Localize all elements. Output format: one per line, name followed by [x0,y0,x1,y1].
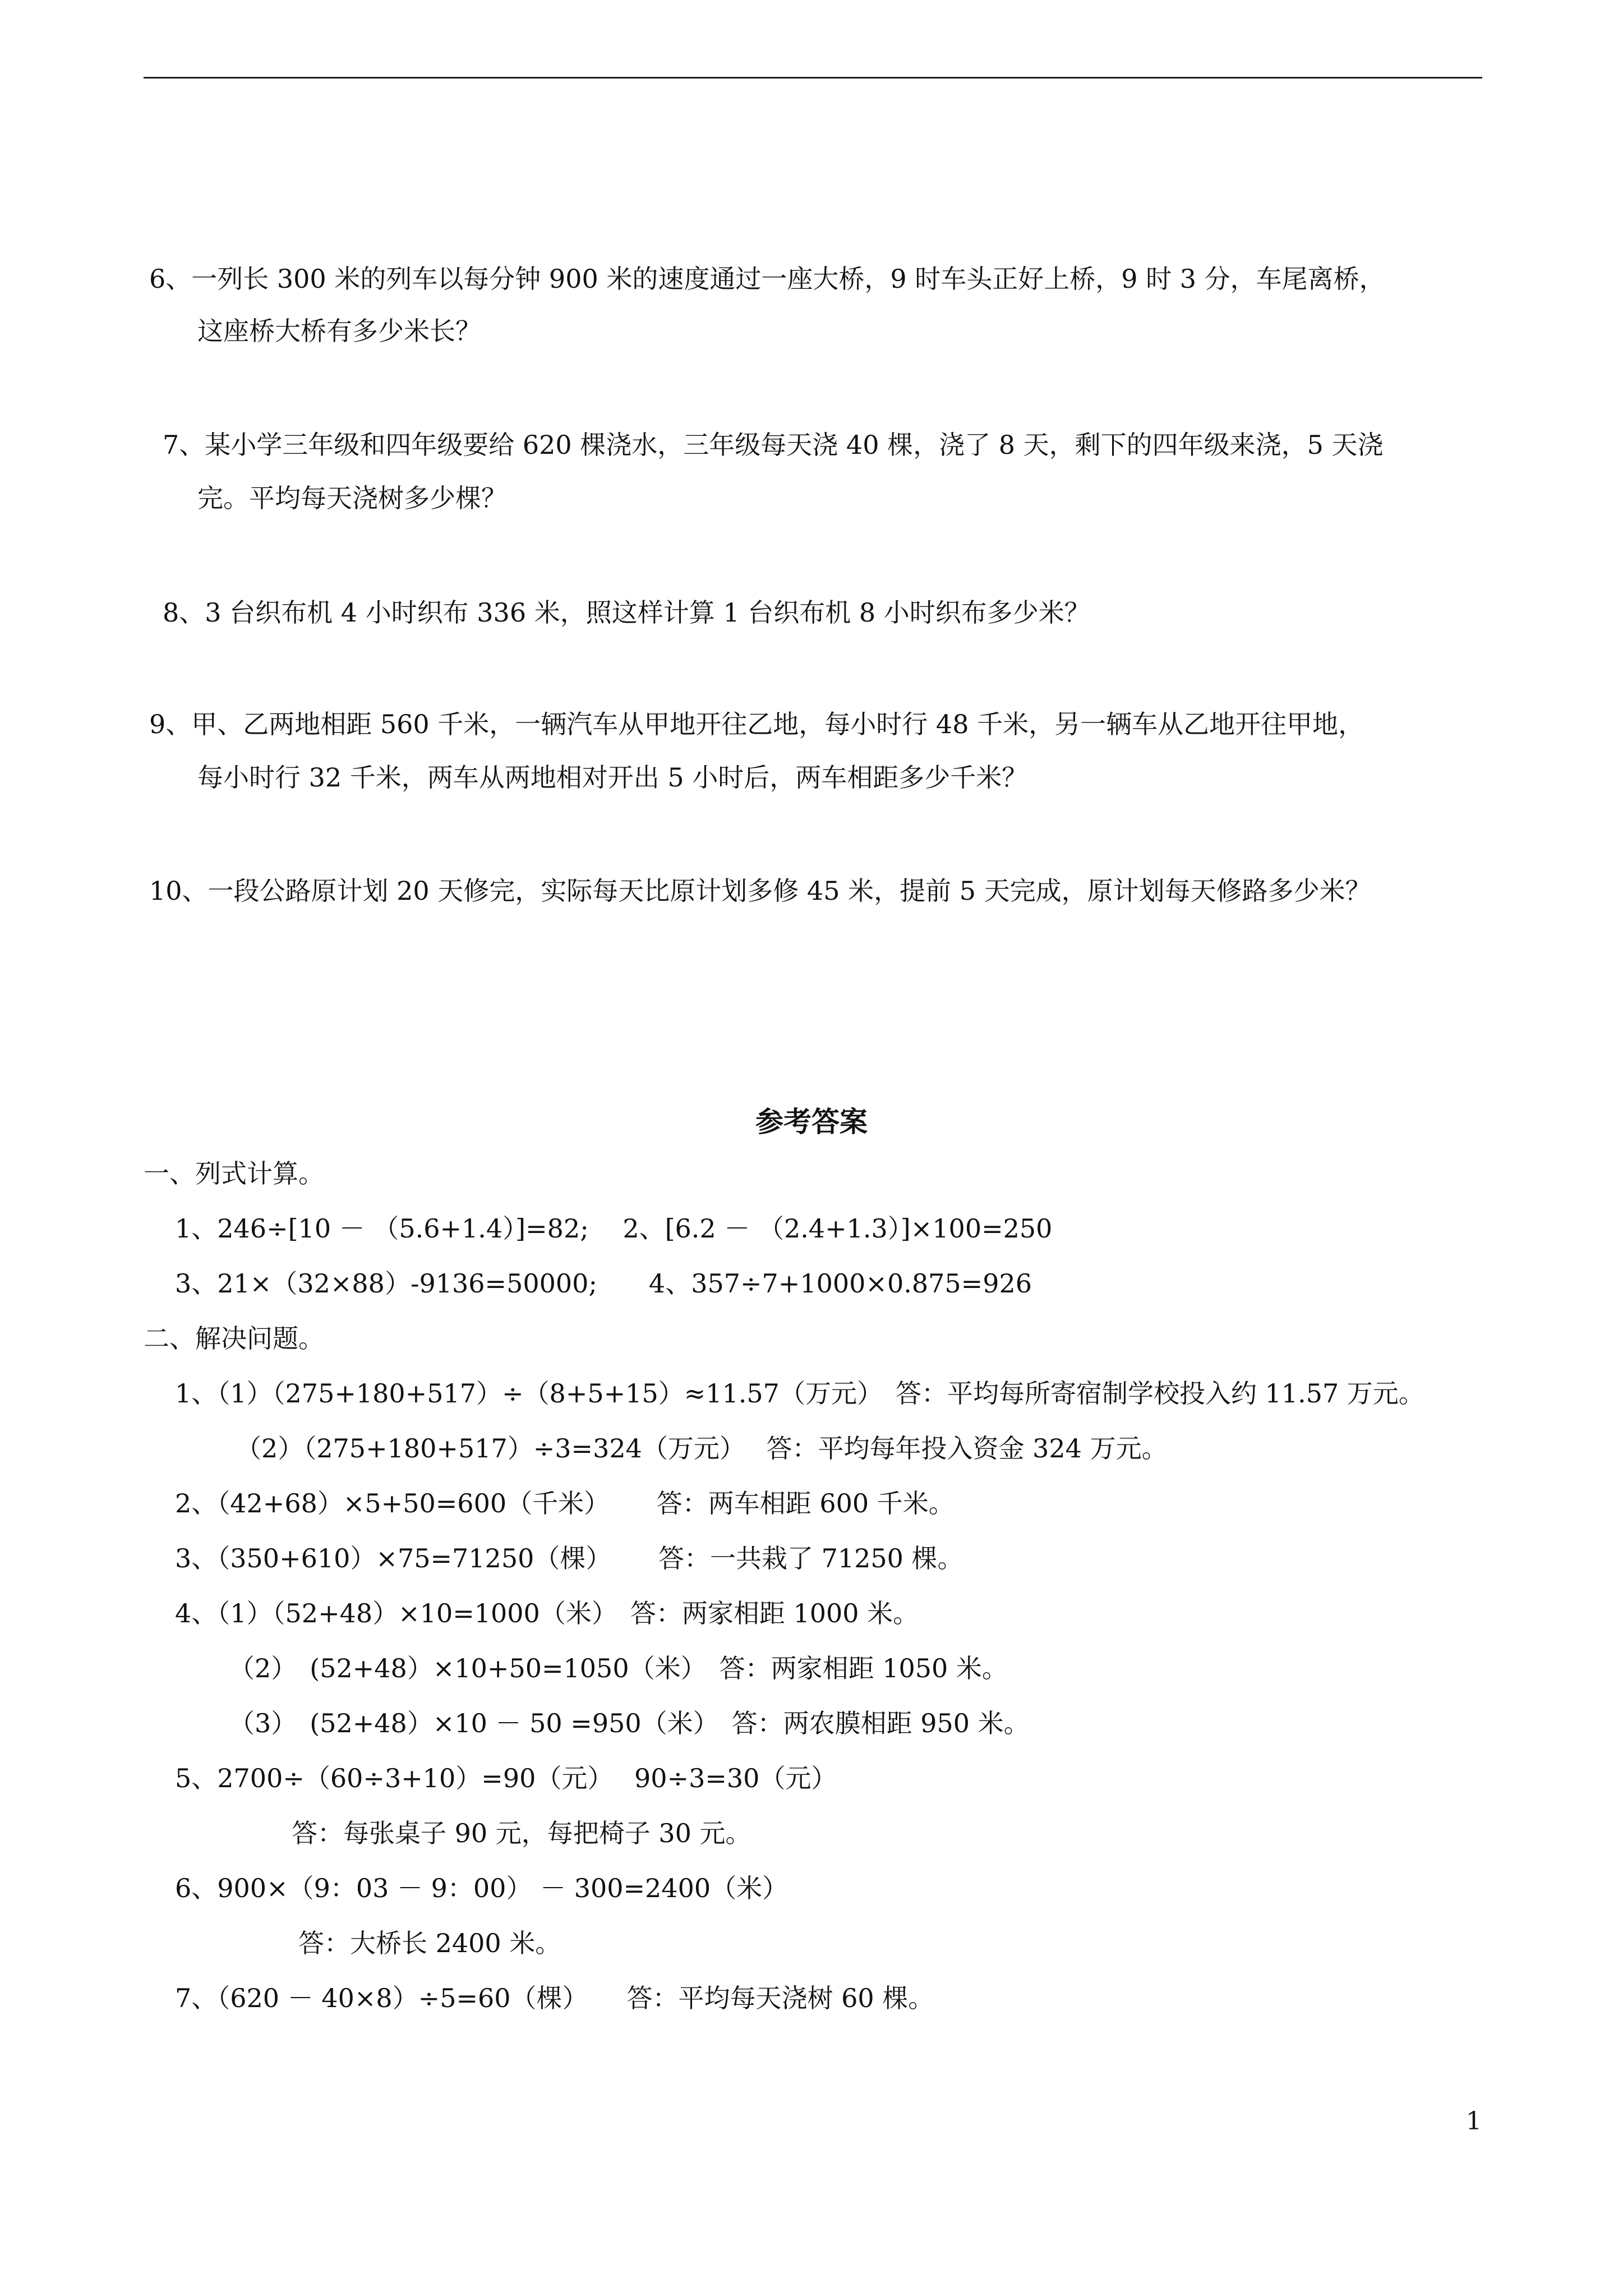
answer-3: 3、（350+610）×75=71250（棵） 答：一共栽了 71250 棵。 [175,1543,963,1573]
answer-6-line-1: 6、900×（9：03 － 9：00） － 300=2400（米） [175,1873,789,1903]
problem-7-line-1: 7、某小学三年级和四年级要给 620 棵浇水，三年级每天浇 40 棵，浇了 8 天，剩下的四年级来浇，5 天浇 [163,430,1384,460]
answer-6-line-2: 答：大桥长 2400 米。 [298,1928,561,1958]
section-1-answer-line-1: 1、246÷[10 － （5.6+1.4）]=82; 2、[6.2 － （2.4+1.3）]×100=250 [175,1213,1053,1244]
answer-4-part-3: （3） (52+48）×10 － 50 =950（米） 答：两农膜相距 950 米。 [229,1708,1030,1738]
section-1-answer-line-2: 3、21×（32×88）-9136=50000; 4、357÷7+1000×0.875=926 [175,1268,1032,1299]
answer-4-part-1: 4、（1）（52+48）×10=1000（米） 答：两家相距 1000 米。 [175,1598,919,1628]
answer-7: 7、（620 － 40×8）÷5=60（棵） 答：平均每天浇树 60 棵。 [175,1983,934,2013]
problem-7-line-2: 完。平均每天浇树多少棵？ [197,483,507,513]
problem-6-line-2: 这座桥大桥有多少米长？ [197,316,481,346]
answer-4-part-2: （2） (52+48）×10+50=1050（米） 答：两家相距 1050 米。 [229,1653,1008,1683]
section-1-heading: 一、列式计算。 [144,1158,324,1189]
problem-6-line-1: 6、一列长 300 米的列车以每分钟 900 米的速度通过一座大桥，9 时车头正好上桥，9 时 3 分，车尾离桥， [149,264,1385,294]
answer-5-line-2: 答：每张桌子 90 元，每把椅子 30 元。 [292,1818,751,1848]
page-number: 1 [1466,2107,1482,2136]
answers-title: 参考答案 [755,1105,868,1138]
answer-1-part-2: （2）（275+180+517）÷3=324（万元） 答：平均每年投入资金 324 万元。 [236,1433,1168,1464]
answer-5-line-1: 5、2700÷（60÷3+10）=90（元） 90÷3=30（元） [175,1763,837,1793]
answer-2: 2、（42+68）×5+50=600（千米） 答：两车相距 600 千米。 [175,1488,955,1519]
problem-10-line-1: 10、一段公路原计划 20 天修完，实际每天比原计划多修 45 米，提前 5 天完成，原计划每天修路多少米？ [149,876,1371,906]
problem-8-line-1: 8、3 台织布机 4 小时织布 336 米，照这样计算 1 台织布机 8 小时织布多少米？ [163,597,1090,628]
section-2-heading: 二、解决问题。 [144,1323,324,1354]
header-rule [144,77,1482,79]
answer-1-part-1: 1、（1）（275+180+517）÷（8+5+15）≈11.57（万元） 答：平均每所寄宿制学校投入约 11.57 万元。 [175,1378,1424,1409]
problem-9-line-2: 每小时行 32 千米，两车从两地相对开出 5 小时后，两车相距多少千米？ [197,762,1028,793]
problem-9-line-1: 9、甲、乙两地相距 560 千米，一辆汽车从甲地开往乙地，每小时行 48 千米，另一辆车从乙地开往甲地， [149,709,1364,739]
